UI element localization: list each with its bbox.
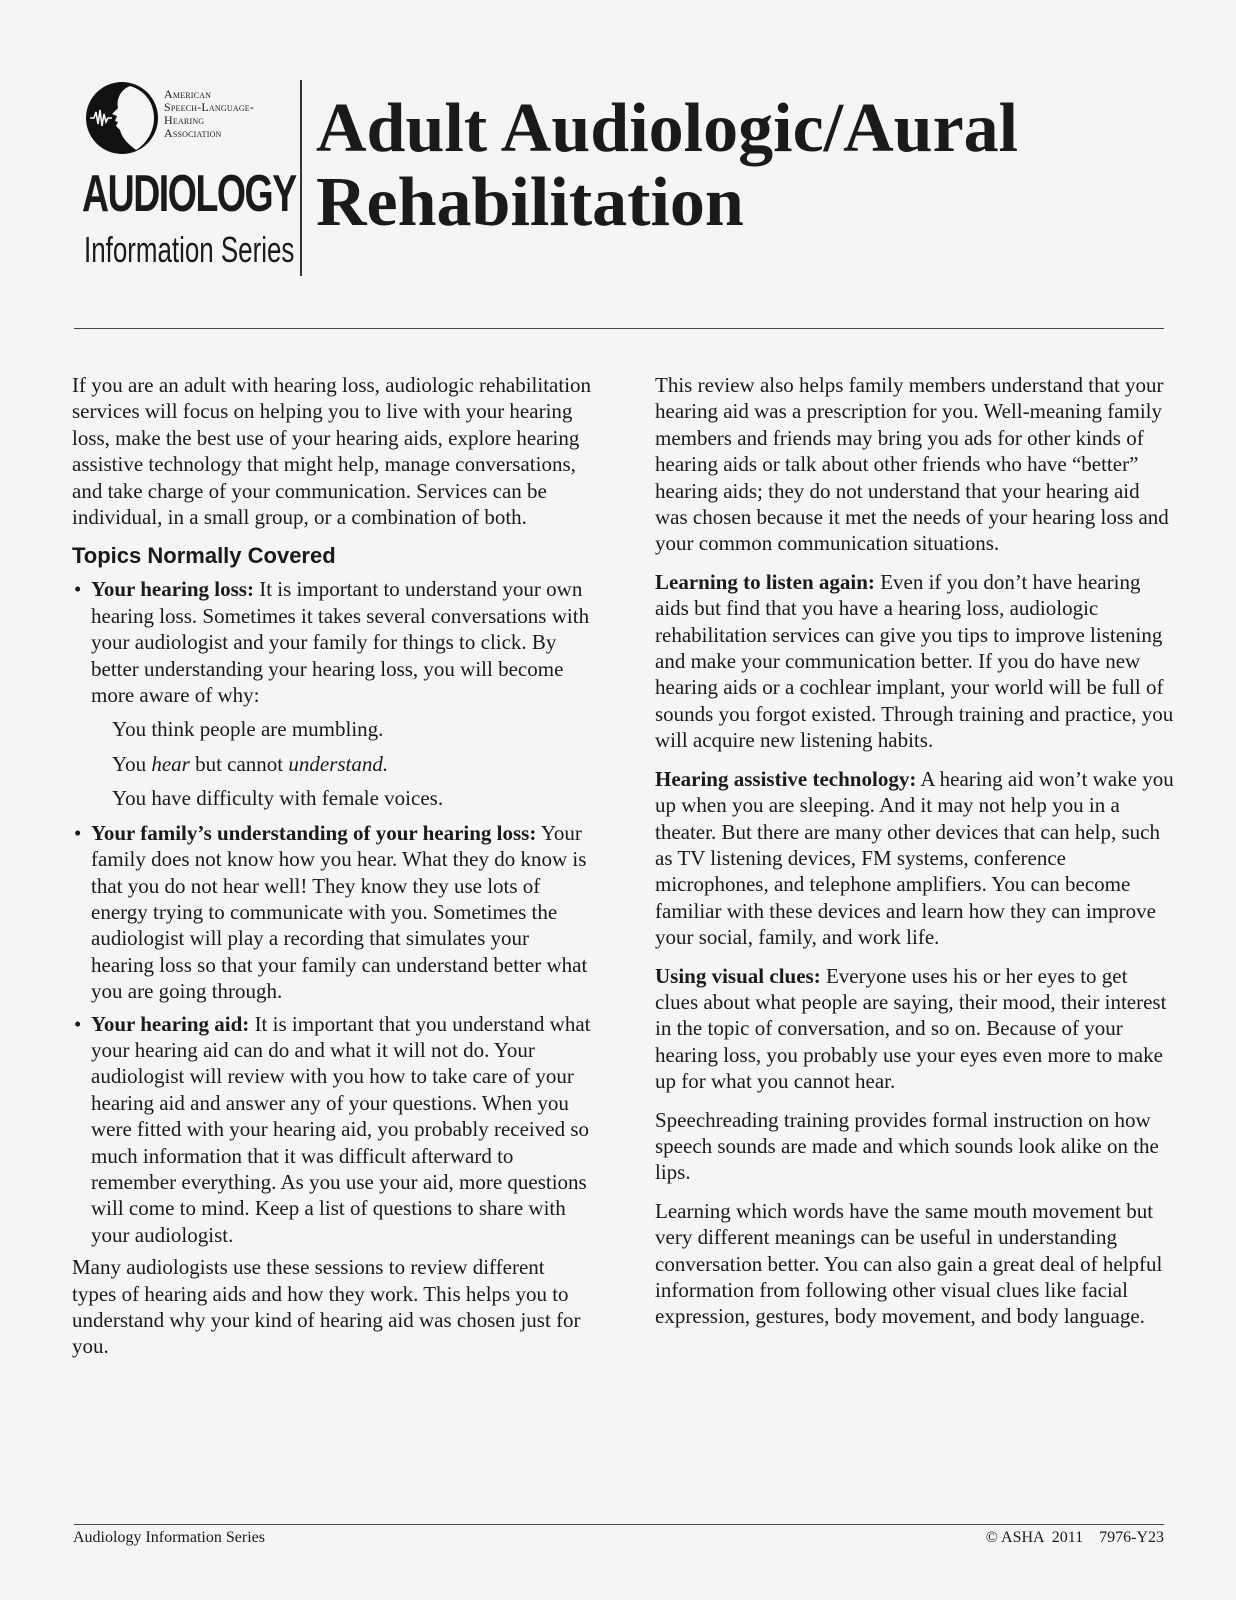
document-header [74, 80, 1164, 280]
list-item: • Your hearing loss: It is important to understand your own hearing loss. Sometimes it takes several conversations with your audiologist and your family for things to click. By better understanding your hearing loss, you will become more aware of why: You think people are mumbling. You hear but cannot understand. You have difficulty with female voices. [72, 576, 592, 811]
document-code: 7976-Y23 [1099, 1529, 1164, 1546]
sub-item: You hear but cannot understand. [112, 751, 389, 776]
mouth-movement-paragraph: Learning which words have the same mouth movement but very different meanings can be useful in understanding conversation better. You can also gain a great deal of helpful information from following other visual clues like facial expression, gestures, body movement, and body language. [655, 1198, 1163, 1329]
header-rule [74, 328, 1164, 329]
bullet-icon: • [74, 1011, 82, 1036]
bullet-icon: • [74, 820, 82, 845]
closing-paragraph: Many audiologists use these sessions to review different types of hearing aids and how they work. This helps you to understand why your kind of hearing aid was chosen just for you. [72, 1255, 581, 1359]
learning-to-listen-paragraph: Learning to listen again: Even if you don’t have hearing aids but find that you have a hearing loss, audiologic rehabilitation services can give you tips to improve listening and make your communication better. If you do have new hearing aids or a cochlear implant, your world will be full of sounds you forgot existed. Through training and practice, you will acquire new listening habits. [655, 569, 1174, 753]
left-column [72, 372, 592, 1372]
right-column [655, 372, 1175, 1342]
sub-item: You think people are mumbling. [112, 717, 384, 742]
series-title: AUDIOLOGY [82, 165, 296, 223]
sub-item: You have difficulty with female voices. [112, 786, 444, 811]
asha-brand [84, 80, 296, 280]
asha-profile-logo-icon [84, 80, 160, 156]
page-title: Adult Audiologic/Aural Rehabilitation [316, 90, 1019, 241]
footer-rule [74, 1524, 1164, 1525]
organization-name: American Speech-Language- Hearing Association [164, 87, 255, 140]
footer-info [986, 1529, 1164, 1547]
footer-series: Audiology Information Series [73, 1529, 265, 1546]
copyright: © ASHA 2011 [985, 1529, 1084, 1546]
speechreading-paragraph: Speechreading training provides formal instruction on how speech sounds are made and which sounds look alike on the lips. [655, 1107, 1159, 1185]
series-subtitle: Information Series [84, 229, 295, 270]
topics-heading: Topics Normally Covered [72, 543, 336, 569]
list-item: • Your family’s understanding of your hearing loss: Your family does not know how you hear. What they do know is that you do not hear well! They know they use lots of energy trying to communicate with you. Sometimes the audiologist will play a recording that simulates your hearing loss so that your family can understand better what you are going through. [74, 820, 588, 1004]
intro-paragraph: If you are an adult with hearing loss, audiologic rehabilitation services will focus on helping you to live with your hearing loss, make the best use of your hearing aids, explore hearing assistive technology that might help, manage conversations, and take charge of your communication. Services can be individual, in a small group, or a combination of both. [72, 373, 592, 530]
header-divider [300, 80, 302, 276]
list-item: • Your hearing aid: It is important that you understand what your hearing aid can do and what it will not do. Your audiologist will review with you how to take care of your hearing aid and answer any of your questions. When you were fitted with your hearing aid, you probably received so much information that it was difficult afterward to remember everything. As you use your aid, more questions will come to mind. Keep a list of questions to share with your audiologist. [74, 1011, 591, 1247]
topics-list [72, 576, 592, 1248]
visual-clues-paragraph: Using visual clues: Everyone uses his or her eyes to get clues about what people are saying, their mood, their interest in the topic of conversation, and so on. Because of your hearing loss, you probably use your eyes even more to make up for what you cannot hear. [655, 963, 1167, 1094]
assistive-technology-paragraph: Hearing assistive technology: A hearing aid won’t wake you up when you are sleeping. And it may not help you in a theater. But there are many other devices that can help, such as TV listening devices, FM systems, conference microphones, and telephone amplifiers. You can become familiar with these devices and learn how they can improve your social, family, and work life. [655, 766, 1174, 950]
family-review-paragraph: This review also helps family members understand that your hearing aid was a prescription for you. Well-meaning family members and friends may bring you ads for other kinds of hearing aids or talk about other friends who have “better” hearing aids; they do not understand that your hearing aid was chosen because it met the needs of your hearing loss and your common communication situations. [655, 373, 1169, 556]
bullet-icon: • [74, 577, 82, 602]
